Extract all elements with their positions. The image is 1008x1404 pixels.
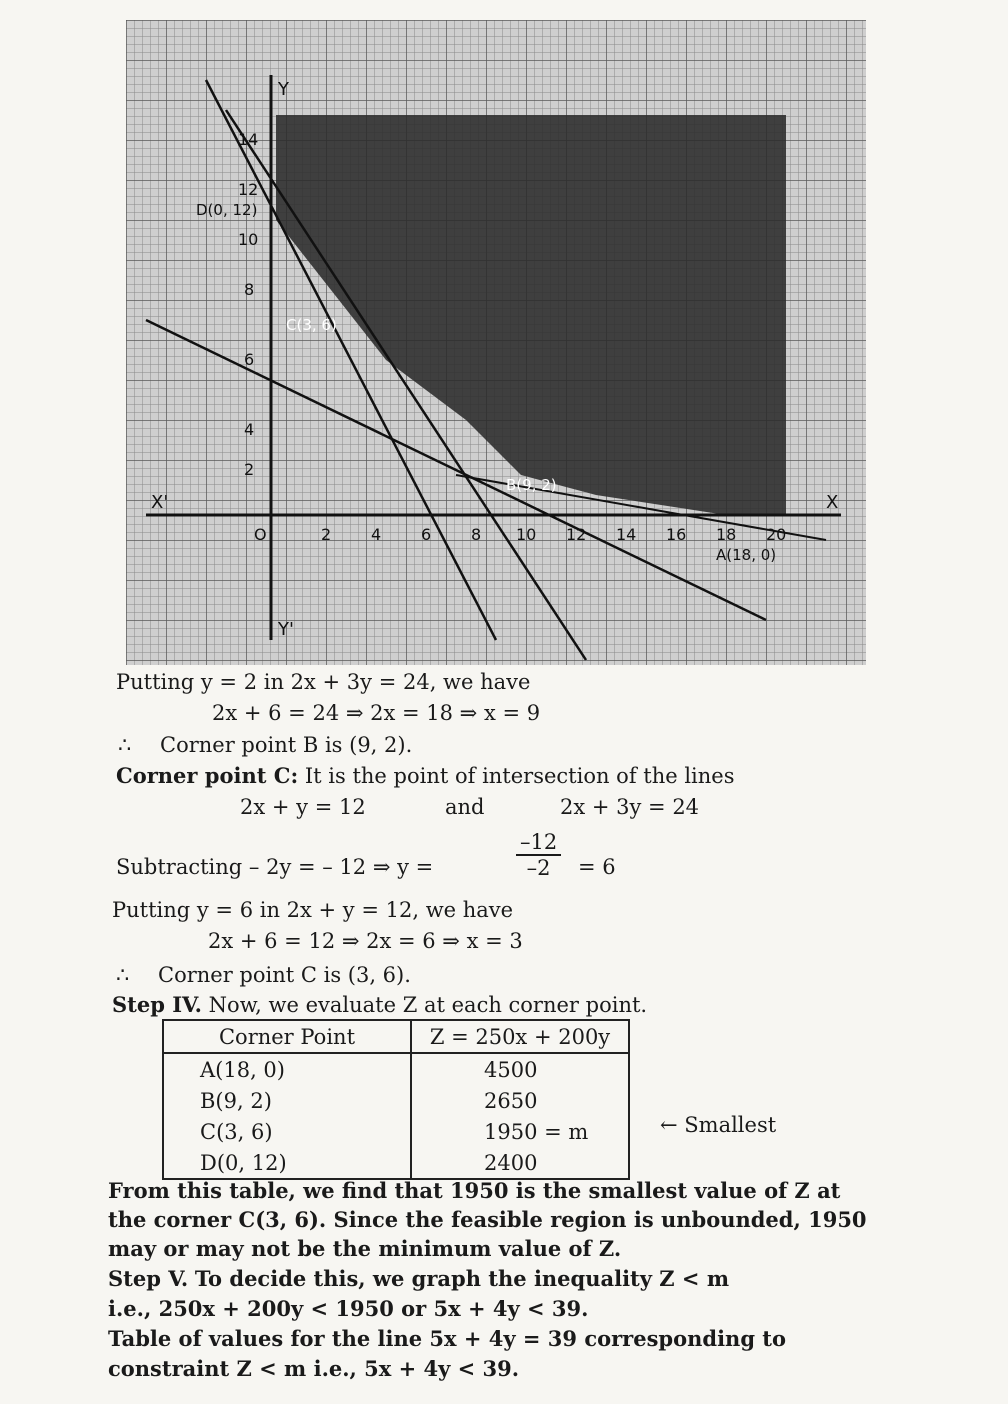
x-tick-8: 8 xyxy=(471,525,482,544)
feasible-region-graph xyxy=(126,20,866,665)
y-neg-axis-label: Y' xyxy=(278,619,294,640)
therefore-symbol-1: ∴ xyxy=(118,733,132,757)
table-cell-value: 4500 xyxy=(411,1053,629,1085)
line-corner-c-heading xyxy=(116,763,735,788)
line-subtracting: Subtracting – 2y = – 12 ⇒ y = xyxy=(116,855,434,879)
corner-point-table xyxy=(162,1019,630,1180)
table-header-corner: Corner Point xyxy=(163,1020,411,1053)
line-putting-y-2: Putting y = 2 in 2x + 3y = 24, we have xyxy=(116,670,531,694)
table-cell-value: 2400 xyxy=(411,1147,629,1179)
point-label-b: B(9, 2) xyxy=(506,476,557,494)
para-from-table: From this table, we find that 1950 is the smallest value of Z at xyxy=(108,1178,841,1203)
table-row xyxy=(163,1116,629,1147)
para-corner-c: the corner C(3, 6). Since the feasible region is unbounded, 1950 xyxy=(108,1207,867,1232)
y-tick-8: 8 xyxy=(244,280,255,299)
corner-c-text: It is the point of intersection of the lines xyxy=(304,764,735,788)
line-step-v xyxy=(108,1266,729,1291)
table-header-z: Z = 250x + 200y xyxy=(411,1020,629,1053)
corner-c-bold: Corner point C: xyxy=(116,763,299,788)
y-tick-10: 10 xyxy=(238,230,259,249)
y-tick-2: 2 xyxy=(244,460,255,479)
eq-2x-3y-24: 2x + 3y = 24 xyxy=(560,795,700,819)
y-tick-6: 6 xyxy=(244,350,255,369)
y-tick-4: 4 xyxy=(244,420,255,439)
eq-and: and xyxy=(445,795,485,819)
table-header-row xyxy=(163,1020,629,1053)
table-cell-value: 1950 = m xyxy=(411,1116,629,1147)
step-v-text: To decide this, we graph the inequality Z < m xyxy=(194,1266,730,1291)
fraction-result: = 6 xyxy=(578,855,616,879)
x-neg-axis-label: X' xyxy=(151,492,169,513)
x-tick-10: 10 xyxy=(516,525,537,544)
step-iv-bold: Step IV. xyxy=(112,992,202,1017)
step-v-bold: Step V. xyxy=(108,1266,189,1291)
y-axis-label: Y xyxy=(278,79,289,100)
point-label-c: C(3, 6) xyxy=(286,316,337,334)
y-tick-14: 14 xyxy=(238,130,259,149)
table-row xyxy=(163,1147,629,1179)
line-ie-inequality: i.e., 250x + 200y < 1950 or 5x + 4y < 39. xyxy=(108,1296,589,1321)
y-tick-12: 12 xyxy=(238,180,259,199)
line-step-iv xyxy=(112,992,647,1017)
table-row xyxy=(163,1053,629,1085)
table-row xyxy=(163,1085,629,1116)
x-tick-2: 2 xyxy=(321,525,332,544)
x-tick-12: 12 xyxy=(566,525,587,544)
line-2x-eq-18: 2x + 6 = 24 ⇒ 2x = 18 ⇒ x = 9 xyxy=(212,701,541,725)
line-corner-b: Corner point B is (9, 2). xyxy=(160,733,413,757)
table-cell-point: B(9, 2) xyxy=(163,1085,411,1116)
point-label-d: D(0, 12) xyxy=(196,201,258,219)
x-tick-4: 4 xyxy=(371,525,382,544)
x-tick-14: 14 xyxy=(616,525,637,544)
step-iv-text: Now, we evaluate Z at each corner point. xyxy=(208,993,648,1017)
line-constraint: constraint Z < m i.e., 5x + 4y < 39. xyxy=(108,1356,520,1381)
table-cell-point: D(0, 12) xyxy=(163,1147,411,1179)
table-cell-point: A(18, 0) xyxy=(163,1053,411,1085)
x-tick-18: 18 xyxy=(716,525,737,544)
para-may-or-may-not: may or may not be the minimum value of Z. xyxy=(108,1236,622,1261)
fraction-numerator: –12 xyxy=(516,830,561,856)
fraction-y xyxy=(516,830,561,880)
line-putting-y-6: Putting y = 6 in 2x + y = 12, we have xyxy=(112,898,514,922)
eq-2x-y-12: 2x + y = 12 xyxy=(240,795,366,819)
origin-label: O xyxy=(254,525,267,544)
therefore-symbol-2: ∴ xyxy=(116,963,130,987)
x-tick-6: 6 xyxy=(421,525,432,544)
x-tick-16: 16 xyxy=(666,525,687,544)
smallest-annotation: ← Smallest xyxy=(660,1113,777,1137)
x-axis-label: X xyxy=(826,492,839,513)
line-2x-eq-6: 2x + 6 = 12 ⇒ 2x = 6 ⇒ x = 3 xyxy=(208,929,523,953)
point-label-a: A(18, 0) xyxy=(716,546,777,564)
table-cell-value: 2650 xyxy=(411,1085,629,1116)
x-tick-20: 20 xyxy=(766,525,787,544)
line-corner-c: Corner point C is (3, 6). xyxy=(158,963,411,987)
table-cell-point: C(3, 6) xyxy=(163,1116,411,1147)
fraction-denominator: –2 xyxy=(526,856,551,880)
line-table-of-values: Table of values for the line 5x + 4y = 39 corresponding to xyxy=(108,1326,787,1351)
